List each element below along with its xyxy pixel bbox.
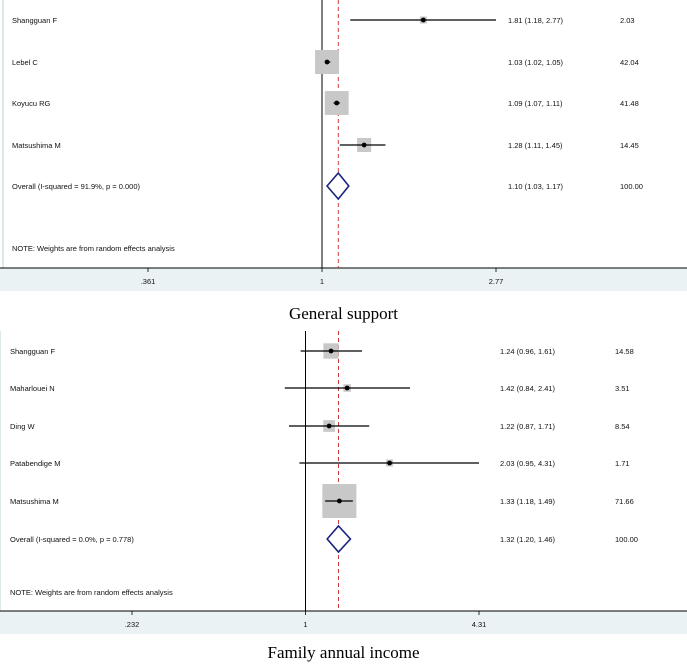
weight-value: 2.03 <box>620 16 635 25</box>
study-label: Maharlouei N <box>10 384 55 393</box>
weight-value: 1.71 <box>615 459 630 468</box>
overall-diamond <box>327 526 350 552</box>
overall-ci-value: 1.10 (1.03, 1.17) <box>508 182 564 191</box>
overall-weight-value: 100.00 <box>615 535 638 544</box>
overall-ci-value: 1.32 (1.20, 1.46) <box>500 535 556 544</box>
weight-value: 42.04 <box>620 58 639 67</box>
weights-note: NOTE: Weights are from random effects analysis <box>10 588 173 597</box>
study-label: Shangguan F <box>12 16 58 25</box>
point-estimate <box>387 461 392 466</box>
study-label: Koyucu RG <box>12 99 51 108</box>
overall-weight-value: 100.00 <box>620 182 643 191</box>
study-label: Matsushima M <box>12 141 61 150</box>
point-estimate <box>327 424 332 429</box>
ci-value: 1.42 (0.84, 2.41) <box>500 384 556 393</box>
x-tick-label: 1 <box>319 277 325 286</box>
x-tick-label: 4.31 <box>471 620 487 629</box>
ci-value: 1.28 (1.11, 1.45) <box>508 141 563 150</box>
overall-label: Overall (I-squared = 91.9%, p = 0.000) <box>12 182 140 191</box>
ci-value: 1.09 (1.07, 1.11) <box>508 99 563 108</box>
axis-band <box>0 268 687 291</box>
forest-plot-family-income <box>0 331 687 643</box>
ci-value: 1.81 (1.18, 2.77) <box>508 16 564 25</box>
chart-caption-general-support: General support <box>288 304 399 323</box>
weight-value: 14.45 <box>620 141 639 150</box>
chart-caption-family-income: Family annual income <box>267 643 420 662</box>
weight-value: 71.66 <box>615 497 634 506</box>
study-label: Ding W <box>10 422 35 431</box>
weight-value: 8.54 <box>615 422 630 431</box>
x-tick-label: .361 <box>140 277 156 286</box>
ci-value: 1.22 (0.87, 1.71) <box>500 422 556 431</box>
point-estimate <box>325 60 330 65</box>
point-estimate <box>421 18 426 23</box>
point-estimate <box>334 101 339 106</box>
study-label: Lebel C <box>12 58 38 67</box>
weight-value: 3.51 <box>615 384 630 393</box>
ci-value: 1.33 (1.18, 1.49) <box>500 497 556 506</box>
weight-value: 41.48 <box>620 99 639 108</box>
point-estimate <box>337 499 342 504</box>
point-estimate <box>362 143 367 148</box>
weight-value: 14.58 <box>615 347 634 356</box>
ci-value: 1.24 (0.96, 1.61) <box>500 347 556 356</box>
x-tick-label: .232 <box>124 620 140 629</box>
point-estimate <box>345 386 350 391</box>
study-label: Patabendige M <box>10 459 61 468</box>
x-tick-label: 2.77 <box>488 277 504 286</box>
ci-value: 1.03 (1.02, 1.05) <box>508 58 564 67</box>
forest-plot-general-support <box>0 0 687 300</box>
study-label: Matsushima M <box>10 497 59 506</box>
axis-band <box>0 611 687 634</box>
overall-diamond <box>327 173 349 199</box>
ci-value: 2.03 (0.95, 4.31) <box>500 459 556 468</box>
x-tick-label: 1 <box>303 620 308 629</box>
weights-note: NOTE: Weights are from random effects analysis <box>12 244 175 253</box>
overall-label: Overall (I-squared = 0.0%, p = 0.778) <box>10 535 134 544</box>
study-label: Shangguan F <box>10 347 56 356</box>
point-estimate <box>329 349 334 354</box>
